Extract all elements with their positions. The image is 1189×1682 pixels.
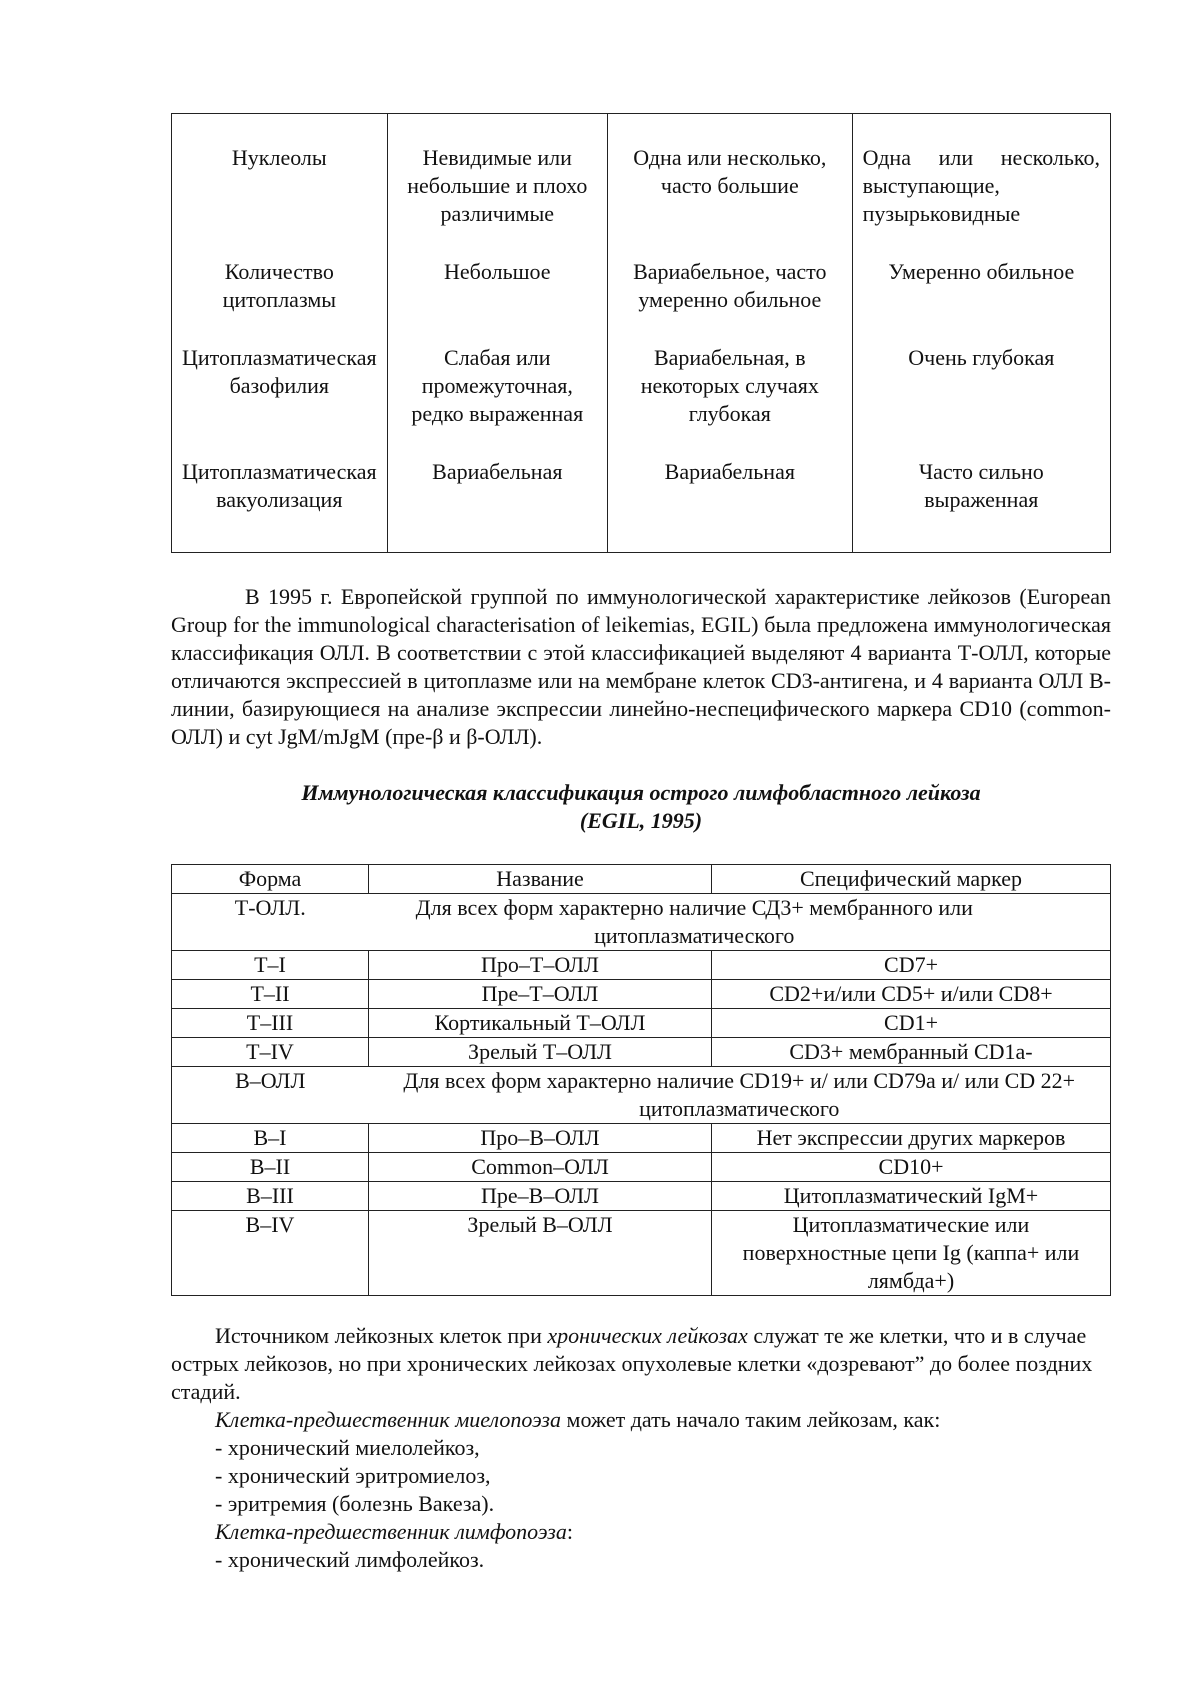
table-cell: Умеренно обильное — [852, 228, 1110, 314]
table-row — [172, 1038, 1111, 1067]
table-cell: Т-ОЛЛ. — [172, 894, 369, 951]
table-cell: Вариабельное, часто умеренно обильное — [607, 228, 852, 314]
table-row — [172, 1124, 1111, 1153]
text-span: служат те же клетки, что и в случае острых лейкозов, но при хронических лейкозах опухолевые клетки «дозревают” до более поздних стадий. — [171, 1323, 1093, 1404]
table-cell: Common–ОЛЛ — [369, 1153, 712, 1182]
chronic-leukemia-text — [171, 1322, 1111, 1574]
table-cell: Про–Т–ОЛЛ — [369, 951, 712, 980]
header-cell: Специфический маркер — [712, 865, 1111, 894]
table-row — [172, 980, 1111, 1009]
table-cell: В–III — [172, 1182, 369, 1211]
table-row — [172, 951, 1111, 980]
table-cell: В–IV — [172, 1211, 369, 1296]
table-cell: Одна или несколько, часто большие — [607, 114, 852, 229]
table-row — [172, 1153, 1111, 1182]
header-cell: Название — [369, 865, 712, 894]
table-row — [172, 228, 1111, 314]
table-cell: CD10+ — [712, 1153, 1111, 1182]
table-cell: Одна или несколько, выступающие, пузырьковидные — [852, 114, 1110, 229]
table-cell: Т–III — [172, 1009, 369, 1038]
list-item: - хронический лимфолейкоз. — [215, 1547, 485, 1572]
table-cell: Цитоплазматический IgM+ — [712, 1182, 1111, 1211]
table-cell: Количество цитоплазмы — [172, 228, 388, 314]
table-cell: Нет экспрессии других маркеров — [712, 1124, 1111, 1153]
table-row — [172, 428, 1111, 553]
table-cell: Про–В–ОЛЛ — [369, 1124, 712, 1153]
table-cell: Кортикальный Т–ОЛЛ — [369, 1009, 712, 1038]
table-cell: CD7+ — [712, 951, 1111, 980]
group-note: Для всех форм характерно наличие СД3+ мембранного или цитоплазматического — [369, 894, 1111, 951]
paragraph — [171, 1518, 1111, 1546]
table-cell: Зрелый Т–ОЛЛ — [369, 1038, 712, 1067]
table-cell: Небольшое — [387, 228, 607, 314]
group-note: Для всех форм характерно наличие CD19+ и/ или CD79a и/ или CD 22+ цитоплазматического — [369, 1067, 1111, 1124]
group-row — [172, 894, 1111, 951]
egil-classification-table — [171, 864, 1111, 1296]
table-cell: Нуклеолы — [172, 114, 388, 229]
table-row — [172, 1009, 1111, 1038]
table-row — [172, 1182, 1111, 1211]
table-cell: Пре–В–ОЛЛ — [369, 1182, 712, 1211]
table-cell: В–ОЛЛ — [172, 1067, 369, 1124]
table-cell: В–II — [172, 1153, 369, 1182]
caption-line: (EGIL, 1995) — [579, 808, 703, 833]
italic-term: Клетка-предшественник миелопоэза — [215, 1407, 562, 1432]
table-row — [172, 114, 1111, 229]
text-span: : — [566, 1519, 573, 1544]
table-cell: Вариабельная — [387, 428, 607, 553]
table-cell: CD2+и/или CD5+ и/или CD8+ — [712, 980, 1111, 1009]
list-item: - эритремия (болезнь Вакеза). — [215, 1491, 495, 1516]
table-cell: Вариабельная, в некоторых случаях глубокая — [607, 314, 852, 428]
table-cell: Цитоплазматическая базофилия — [172, 314, 388, 428]
caption-line: Иммунологическая классификация острого лимфобластного лейкоза — [301, 780, 981, 805]
table-caption — [171, 779, 1111, 835]
table-header-row — [172, 865, 1111, 894]
list-item: - хронический эритромиелоз, — [215, 1463, 491, 1488]
table-cell: CD3+ мембранный CD1a- — [712, 1038, 1111, 1067]
italic-term: Клетка-предшественник лимфопоэза — [215, 1519, 567, 1544]
table-row — [172, 314, 1111, 428]
list-item: - хронический миелолейкоз, — [215, 1435, 480, 1460]
text-span: Источником лейкозных клеток при — [215, 1323, 548, 1348]
table-cell: Т–I — [172, 951, 369, 980]
table-cell: Т–II — [172, 980, 369, 1009]
table-cell: Очень глубокая — [852, 314, 1110, 428]
table-cell: Часто сильно выраженная — [852, 428, 1110, 553]
table-cell: CD1+ — [712, 1009, 1111, 1038]
table-cell: Цитоплазматические или поверхностные цепи Ig (каппа+ или лямбда+) — [712, 1211, 1111, 1296]
paragraph-text: В 1995 г. Европейской группой по иммунологической характеристике лейкозов (European Group for the immunological characterisation of leikemias, EGIL) была предложена иммунологическая классификация ОЛЛ. В соответствии с этой классификацией выделяют 4 варианта Т-ОЛЛ, которые отличаются экспрессией в цитоплазме или на мембране клеток CD3-антигена, и 4 варианта ОЛЛ В-линии, базирующиеся на анализе экспрессии линейно-неспецифического маркера CD10 (common-ОЛЛ) и cyt JgM/mJgM (пре-β и β-ОЛЛ). — [171, 584, 1111, 749]
table-cell: Цитоплазматическая вакуолизация — [172, 428, 388, 553]
paragraph — [171, 1406, 1111, 1434]
table-cell: Невидимые или небольшие и плохо различимые — [387, 114, 607, 229]
table-cell: Вариабельная — [607, 428, 852, 553]
paragraph — [171, 1322, 1111, 1406]
cell-morphology-table — [171, 113, 1111, 553]
table-cell: Пре–Т–ОЛЛ — [369, 980, 712, 1009]
header-cell: Форма — [172, 865, 369, 894]
table-cell: Зрелый В–ОЛЛ — [369, 1211, 712, 1296]
table-cell: В–I — [172, 1124, 369, 1153]
table-cell: Слабая или промежуточная, редко выраженная — [387, 314, 607, 428]
table-cell: Т–IV — [172, 1038, 369, 1067]
intro-paragraph — [171, 583, 1111, 751]
text-span: может дать начало таким лейкозам, как: — [561, 1407, 941, 1432]
italic-term: хронических лейкозах — [547, 1323, 748, 1348]
group-row — [172, 1067, 1111, 1124]
table-row — [172, 1211, 1111, 1296]
